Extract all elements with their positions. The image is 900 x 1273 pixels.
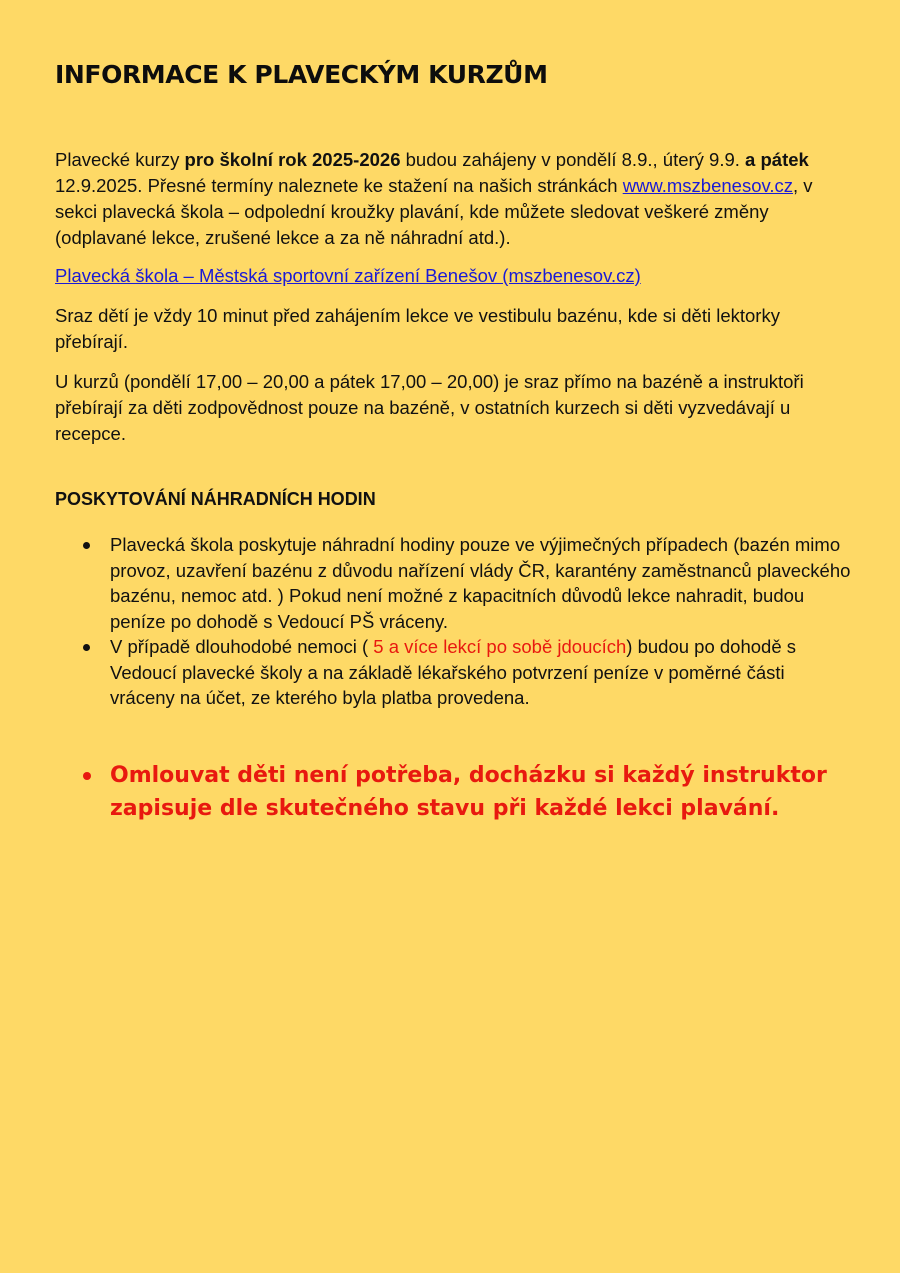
meeting-paragraph: Sraz dětí je vždy 10 minut před zahájením lekce ve vestibulu bazénu, kde si děti lektorky přebírají.	[55, 305, 780, 352]
intro-text-4: , v sekci plavecká škola – odpolední kroužky plavání, kde můžete sledovat veškeré změny (odplavané lekce, zrušené lekce a za ně náhradní atd.).	[55, 175, 813, 248]
important-note	[55, 759, 852, 825]
intro-paragraph	[55, 147, 852, 251]
intro-text-1: Plavecké kurzy	[55, 149, 185, 170]
list-item	[55, 634, 852, 711]
intro-text-3: 12.9.2025. Přesné termíny naleznete ke stažení na našich stránkách	[55, 175, 623, 196]
bullet-icon	[83, 644, 90, 651]
bullet-highlight: 5 a více lekcí po sobě jdoucích	[373, 636, 627, 657]
courses-paragraph: U kurzů (pondělí 17,00 – 20,00 a pátek 17,00 – 20,00) je sraz přímo na bazéně a instruktoři přebírají za děti zodpovědnost pouze na bazéně, v ostatních kurzech si děti vyzvedávají u recepce.	[55, 371, 804, 444]
section-heading: POSKYTOVÁNÍ NÁHRADNÍCH HODIN	[55, 489, 376, 509]
replacement-lessons-list	[55, 532, 852, 711]
page-title: INFORMACE K PLAVECKÝM KURZŮM	[55, 60, 548, 89]
school-link-paragraph	[55, 263, 852, 289]
bullet-text-1: V případě dlouhodobé nemoci (	[110, 636, 374, 657]
swimming-school-link[interactable]: Plavecká škola – Městská sportovní zařízení Benešov (mszbenesov.cz)	[55, 265, 641, 286]
bullet-text-2: ) budou po dohodě s Vedoucí plavecké školy a na základě lékařského potvrzení peníze v poměrné části vráceny na účet, ze kterého byla platba provedena.	[110, 636, 797, 708]
list-item	[55, 532, 852, 634]
important-note-text: Omlouvat děti není potřeba, docházku si každý instruktor zapisuje dle skutečného stavu při každé lekci plavání.	[110, 762, 827, 821]
bullet-text: Plavecká škola poskytuje náhradní hodiny pouze ve výjimečných případech (bazén mimo provoz, uzavření bazénu z důvodu nařízení vlády ČR, karantény zaměstnanců plaveckého bazénu, nemoc atd. ) Pokud není možné z kapacitních důvodů lekce nahradit, budou peníze po dohodě s Vedoucí PŠ vráceny.	[110, 534, 851, 632]
bullet-icon	[83, 542, 90, 549]
website-link[interactable]: www.mszbenesov.cz	[622, 175, 794, 196]
intro-friday: a pátek	[745, 149, 809, 170]
intro-school-year: pro školní rok 2025-2026	[184, 149, 401, 170]
intro-text-2: budou zahájeny v pondělí 8.9., úterý 9.9.	[400, 149, 746, 170]
bullet-icon	[83, 772, 91, 780]
